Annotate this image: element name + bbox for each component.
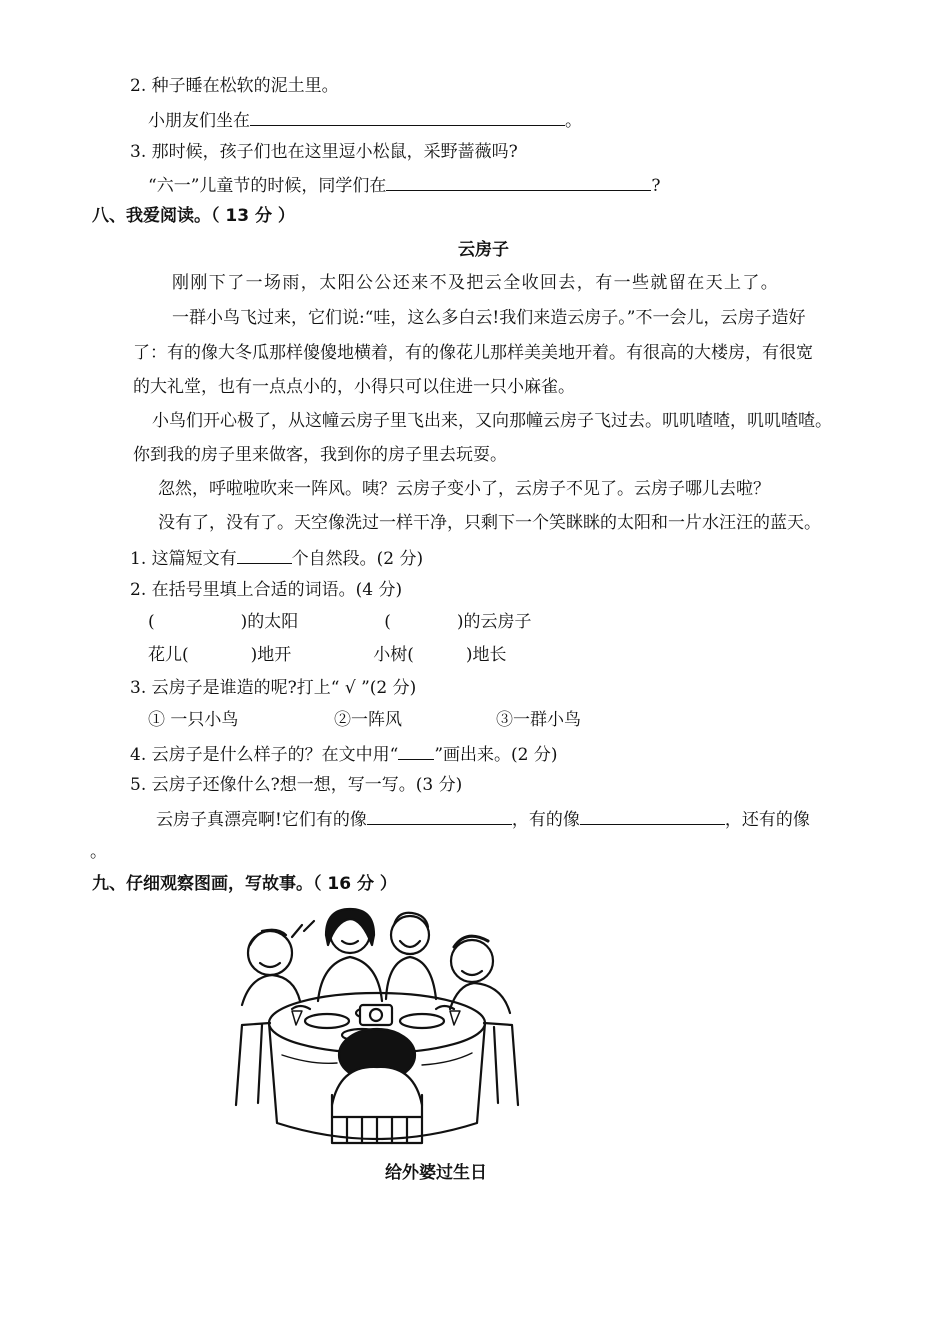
q8-2-b-text: )的云房子: [456, 612, 532, 632]
q8-2-a-text: )的太阳: [240, 612, 299, 632]
answer-blank[interactable]: [367, 806, 512, 825]
story-paragraph-4: 忽然，呼啦啦吹来一阵风。咦？云房子变小了，云房子不见了。云房子哪儿去啦？: [158, 479, 770, 499]
q8-5-fill-a: 云房子真漂亮啊!它们有的像: [156, 810, 367, 830]
family-dinner-illustration: [222, 905, 532, 1150]
q7-item2: 2. 种子睡在松软的泥土里。: [130, 76, 339, 96]
q8-2: 2. 在括号里填上合适的词语。(4 分): [130, 580, 403, 600]
q7-item2-suffix: 。: [565, 111, 582, 131]
q8-1-prefix: 1. 这篇短文有: [130, 549, 237, 569]
underline-sample: [398, 741, 434, 760]
paren-open: (: [384, 612, 391, 632]
q8-2-d-text2: )地长: [465, 645, 507, 665]
story-title: 云房子: [458, 240, 509, 260]
q8-2-row-1: [148, 610, 532, 634]
q8-1: [130, 545, 423, 571]
q8-3-option-3[interactable]: ③一群小鸟: [496, 710, 581, 730]
q8-2-d-text: 小树(: [373, 645, 414, 665]
story-paragraph-2-line-3: 的大礼堂，也有一点点小的，小得只可以住进一只小麻雀。: [133, 377, 575, 397]
q8-3-option-1[interactable]: ① 一只小鸟: [148, 710, 239, 730]
q8-5: 5. 云房子还像什么?想一想，写一写。(3 分): [130, 775, 463, 795]
q8-4-suffix: ”画出来。(2 分): [434, 745, 558, 765]
q7-item3-suffix: ?: [651, 176, 661, 196]
story-paragraph-3-line-2: 你到我的房子里来做客，我到你的房子里去玩耍。: [133, 445, 507, 465]
story-paragraph-5: 没有了，没有了。天空像洗过一样干净，只剩下一个笑眯眯的太阳和一片水汪汪的蓝天。: [158, 513, 821, 533]
q8-3: 3. 云房子是谁造的呢?打上“ √ ”(2 分): [130, 678, 417, 698]
q8-3-option-2[interactable]: ②一阵风: [334, 710, 402, 730]
q7-item3-prefix: “六一”儿童节的时候，同学们在: [148, 176, 387, 196]
answer-blank[interactable]: [237, 545, 292, 564]
q8-4: [130, 741, 558, 767]
q8-4-prefix: 4. 云房子是什么样子的？在文中用“: [130, 745, 399, 765]
q8-2-c-text: 花儿(: [148, 645, 189, 665]
q8-5-fill-c: ，还有的像: [724, 810, 810, 830]
answer-blank[interactable]: [580, 806, 725, 825]
paren-open: (: [148, 612, 155, 632]
q7-item3: 3. 那时候，孩子们也在这里逗小松鼠，采野蔷薇吗?: [130, 142, 518, 162]
answer-blank[interactable]: [250, 107, 565, 126]
story-paragraph-2-line-1: 一群小鸟飞过来，它们说:“哇，这么多白云!我们来造云房子。”不一会儿，云房子造好: [172, 308, 806, 328]
q8-2-c-text2: )地开: [250, 645, 292, 665]
section8-heading: 八、我爱阅读。（ 13 分 ）: [92, 206, 295, 226]
story-paragraph-3-line-1: 小鸟们开心极了，从这幢云房子里飞出来，又向那幢云房子飞过去。叽叽喳喳，叽叽喳喳。: [152, 411, 832, 431]
q7-item3-fill: [148, 172, 661, 198]
q7-item2-prefix: 小朋友们坐在: [148, 111, 250, 131]
q8-5-end: 。: [90, 842, 107, 862]
q8-1-suffix: 个自然段。(2 分): [291, 549, 424, 569]
q8-5-fill-b: ，有的像: [511, 810, 580, 830]
q8-5-fill: [156, 806, 810, 832]
q8-2-row-2: [148, 643, 507, 667]
answer-blank[interactable]: [386, 172, 651, 191]
story-paragraph-1: 刚刚下了一场雨，太阳公公还来不及把云全收回去，有一些就留在天上了。: [172, 273, 780, 293]
illustration-caption: 给外婆过生日: [385, 1163, 487, 1183]
section9-heading: 九、仔细观察图画，写故事。（ 16 分 ）: [92, 874, 397, 894]
story-paragraph-2-line-2: 了：有的像大冬瓜那样傻傻地横着，有的像花儿那样美美地开着。有很高的大楼房，有很宽: [133, 343, 813, 363]
q7-item2-fill: [148, 107, 582, 133]
